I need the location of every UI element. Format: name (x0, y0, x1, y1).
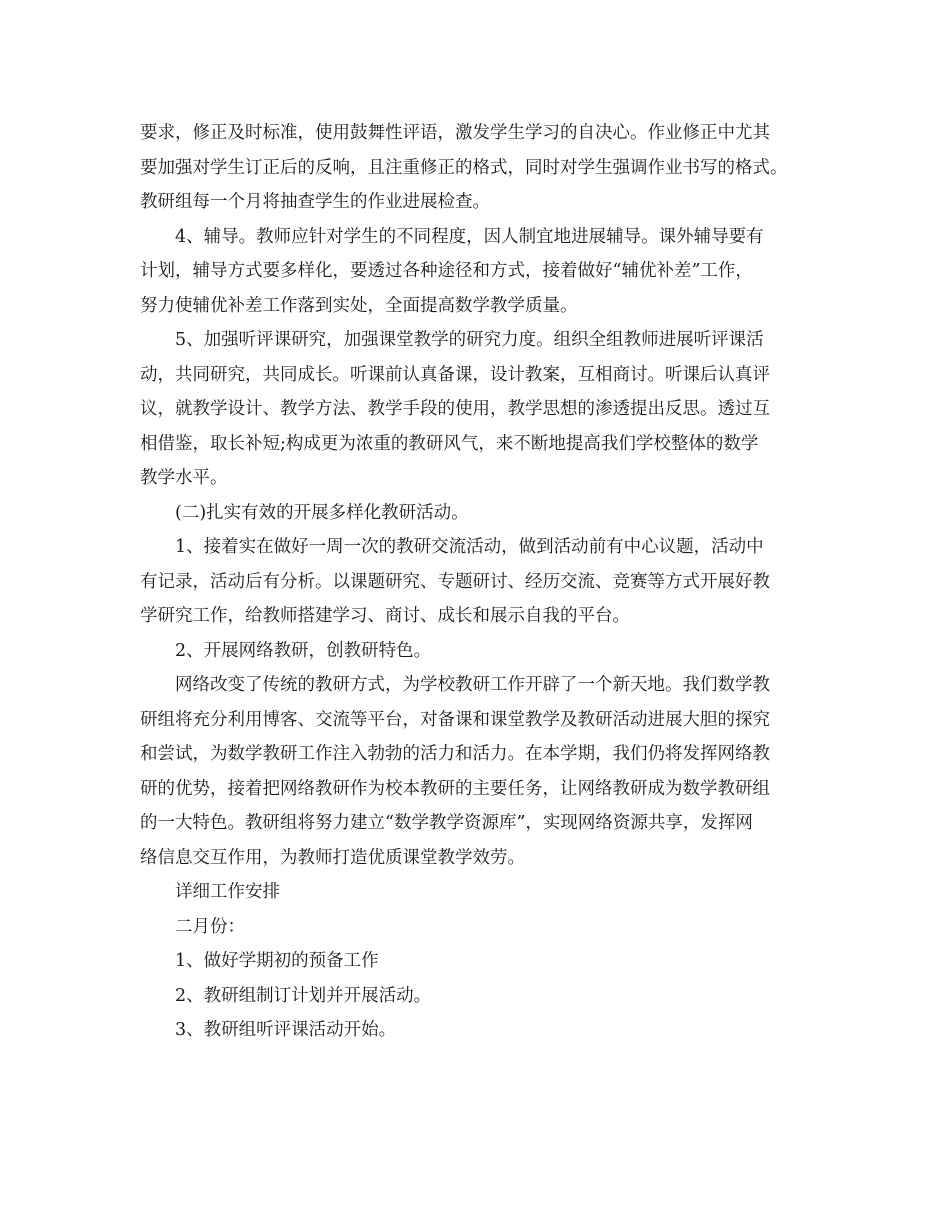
text-line: 的一大特色。教研组将努力建立“数学教学资源库”，实现网络资源共享，发挥网 (140, 813, 753, 833)
text-line: 网络改变了传统的教研方式，为学校教研工作开辟了一个新天地。我们数学教 (175, 675, 770, 695)
text-line: 和尝试，为数学教研工作注入勃勃的活力和活力。在本学期，我们仍将发挥网络教 (140, 744, 770, 764)
text-line: 2、开展网络教研，创教研特色。 (175, 640, 432, 661)
text-line: (二)扎实有效的开展多样化教研活动。 (175, 502, 469, 523)
text-line: 教研组每一个月将抽查学生的作业进展检查。 (140, 192, 490, 212)
text-line: 有记录，活动后有分析。以课题研究、专题研讨、经历交流、竞赛等方式开展好教 (140, 571, 770, 592)
text-line: 2、教研组制订计划并开展活动。 (175, 985, 432, 1006)
text-line: 相借鉴，取长补短;构成更为浓重的教研风气，来不断地提高我们学校整体的数学 (140, 433, 759, 454)
document-body (140, 116, 820, 1048)
text-line: 研的优势，接着把网络教研作为校本教研的主要任务，让网络教研成为数学教研组 (140, 778, 770, 799)
text-line: 努力使辅优补差工作落到实处，全面提高数学教学质量。 (140, 295, 578, 316)
text-line: 5、加强听评课研究，加强课堂教学的研究力度。组织全组教师进展听评课活 (175, 330, 764, 350)
text-line: 要求，修正及时标准，使用鼓舞性评语，激发学生学习的自决心。作业修正中尤其 (140, 123, 770, 143)
text-line: 3、教研组听评课活动开始。 (175, 1020, 397, 1040)
text-line: 学研究工作，给教师搭建学习、商讨、成长和展示自我的平台。 (140, 606, 630, 626)
text-line: 要加强对学生订正后的反响，且注重修正的格式，同时对学生强调作业书写的格式。 (140, 157, 788, 178)
text-line: 计划，辅导方式要多样化，要透过各种途径和方式，接着做好“辅优补差”工作， (140, 261, 753, 281)
text-line: 动，共同研究，共同成长。听课前认真备课，设计教案，互相商讨。听课后认真评 (140, 364, 770, 385)
text-line: 1、接着实在做好一周一次的教研交流活动，做到活动前有中心议题，活动中 (175, 537, 764, 557)
text-line: 研组将充分利用博客、交流等平台，对备课和课堂教学及教研活动进展大胆的探究 (140, 709, 770, 730)
text-line: 络信息交互作用，为教师打造优质课堂教学效劳。 (140, 847, 525, 868)
text-line: 详细工作安排 (175, 882, 280, 902)
text-line: 4、辅导。教师应针对学生的不同程度，因人制宜地进展辅导。课外辅导要有 (175, 226, 764, 247)
text-line: 议，就教学设计、教学方法、教学手段的使用，教学思想的渗透提出反思。透过互 (140, 399, 770, 419)
text-line: 二月份： (175, 916, 245, 937)
text-line: 1、做好学期初的预备工作 (175, 951, 379, 971)
text-line: 教学水平。 (140, 468, 228, 488)
